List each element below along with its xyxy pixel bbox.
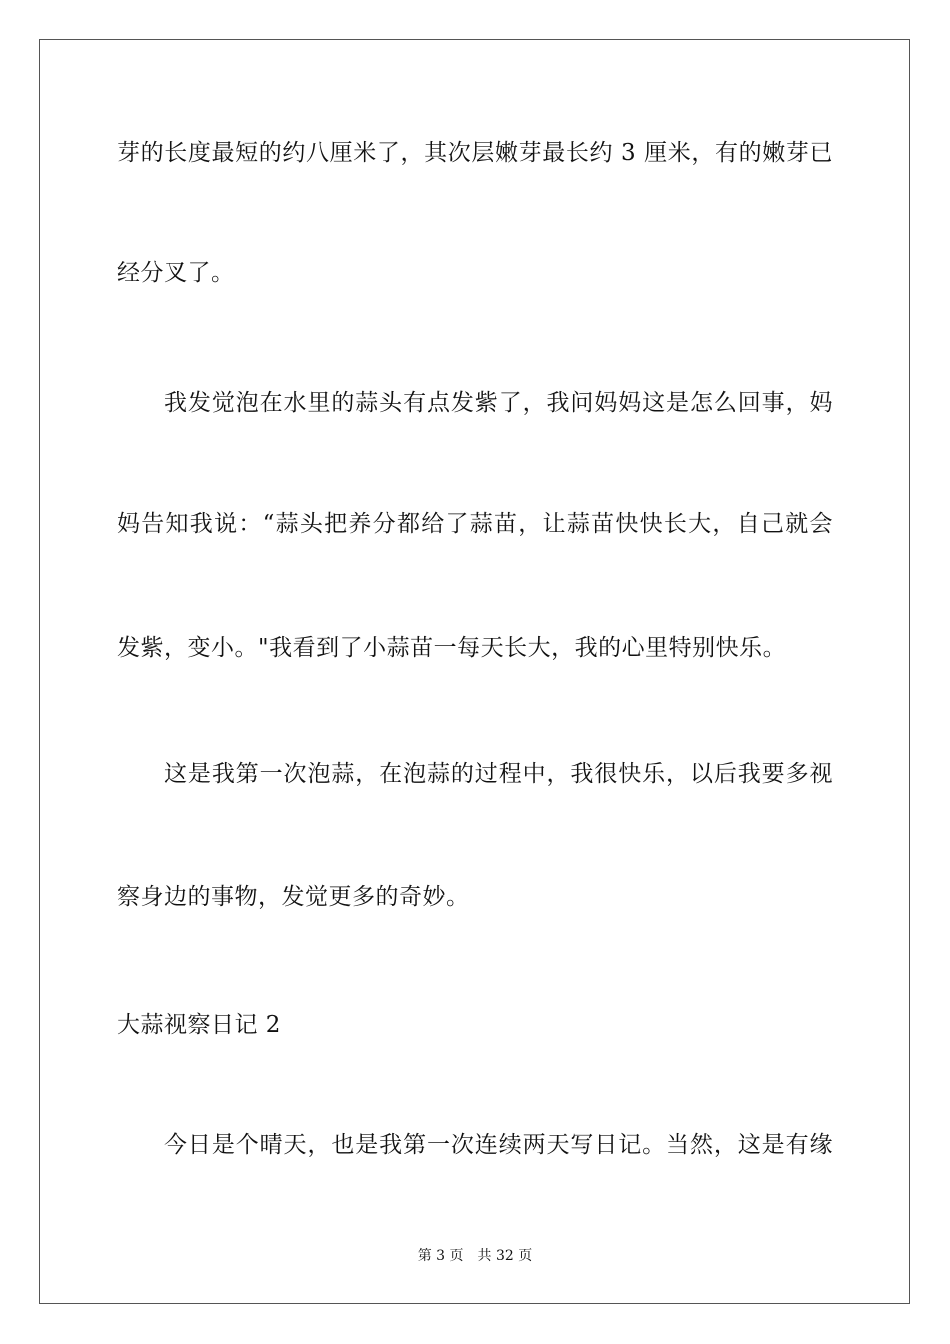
text-line-1: 芽的长度最短的约八厘米了，其次层嫩芽最长约 3 厘米，有的嫩芽已 — [117, 140, 833, 166]
paragraph-2-line-3: 发紫，变小。"我看到了小蒜苗一每天长大，我的心里特别快乐。 — [117, 635, 787, 661]
page-footer — [0, 1247, 950, 1265]
paragraph-3-line-2: 察身边的事物，发觉更多的奇妙。 — [117, 884, 470, 910]
page-frame — [39, 39, 910, 1304]
section-heading: 大蒜视察日记 2 — [117, 1012, 281, 1038]
paragraph-4-line-1: 今日是个晴天，也是我第一次连续两天写日记。当然，这是有缘 — [164, 1132, 833, 1158]
page-number: 第 3 页 — [417, 1248, 464, 1264]
text-line-2: 经分叉了。 — [117, 260, 235, 286]
paragraph-3-line-1: 这是我第一次泡蒜，在泡蒜的过程中，我很快乐，以后我要多视 — [164, 761, 833, 787]
paragraph-2-line-1: 我发觉泡在水里的蒜头有点发紫了，我问妈妈这是怎么回事，妈 — [164, 390, 833, 416]
page-total: 共 32 页 — [477, 1248, 533, 1264]
paragraph-2-line-2: 妈告知我说：“蒜头把养分都给了蒜苗，让蒜苗快快长大，自己就会 — [117, 511, 833, 537]
